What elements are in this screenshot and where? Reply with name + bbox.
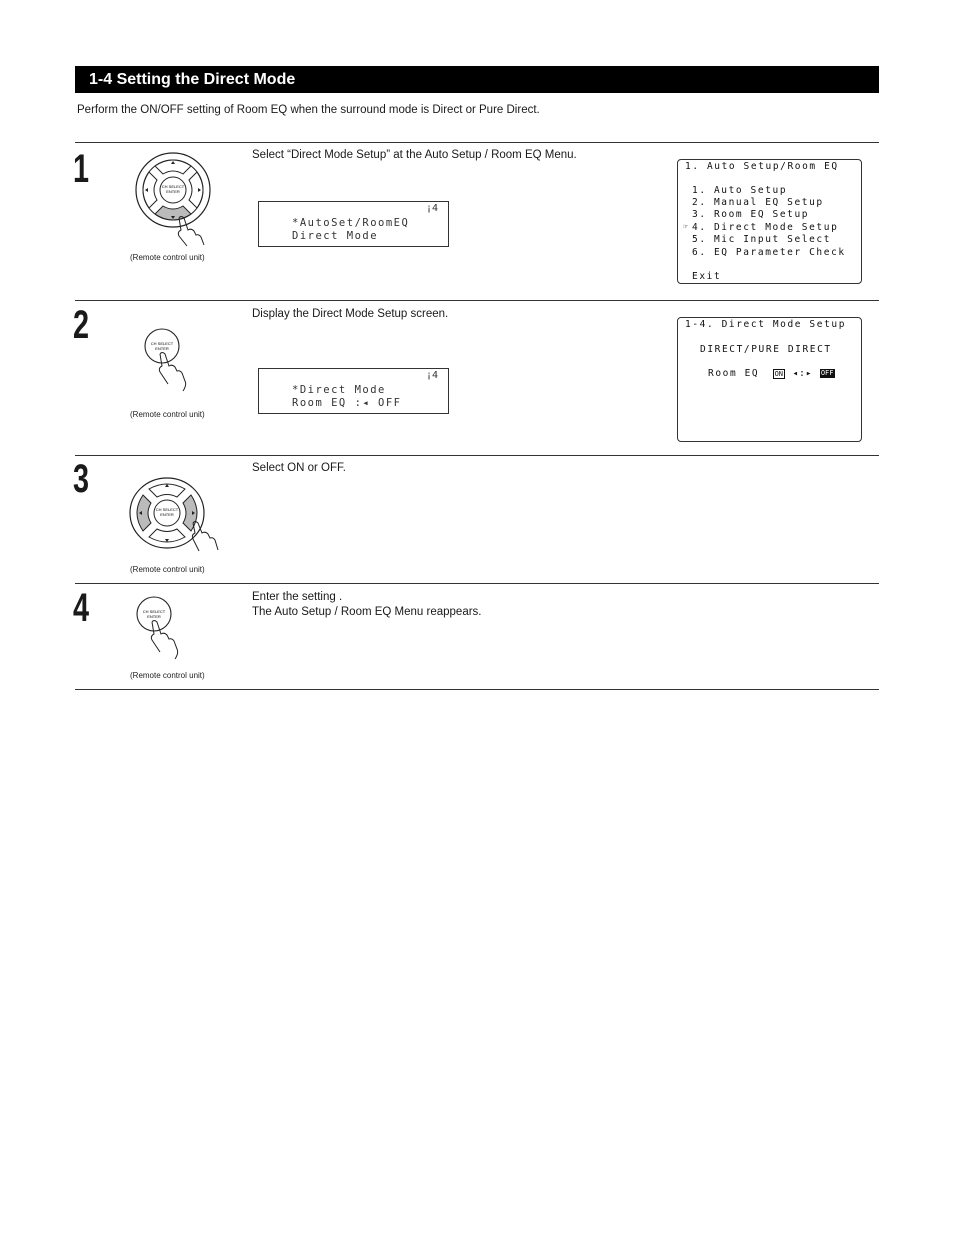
display-channel: ¡4: [425, 203, 438, 214]
display-line: Direct Mode: [292, 230, 379, 242]
step-instruction: Select “Direct Mode Setup” at the Auto Setup / Room EQ Menu.: [252, 149, 577, 161]
menu-item: 5. Mic Input Select: [692, 234, 832, 245]
display-channel: ¡4: [425, 370, 438, 381]
display-line: Room EQ :◂ OFF: [292, 397, 402, 409]
divider: [75, 455, 879, 456]
remote-button-label: ENTER: [166, 189, 180, 194]
menu-item: 2. Manual EQ Setup: [692, 197, 824, 208]
front-display: [258, 368, 449, 414]
step-number: 2: [73, 303, 90, 347]
menu-item: 3. Room EQ Setup: [692, 209, 810, 220]
menu-exit: Exit: [692, 271, 722, 282]
onscreen-menu: [677, 159, 862, 284]
step-number: 4: [73, 586, 90, 630]
divider: [75, 300, 879, 301]
menu-item: 1. Auto Setup: [692, 185, 788, 196]
step-instruction: Select ON or OFF.: [252, 462, 346, 474]
remote-enter-button-icon: [136, 596, 196, 660]
remote-dpad-right-icon: [129, 477, 229, 553]
remote-button-label: ENTER: [160, 512, 174, 517]
section-title: 1-4 Setting the Direct Mode: [75, 66, 879, 93]
menu-title: 1. Auto Setup/Room EQ: [685, 161, 839, 172]
step-number: 3: [73, 457, 90, 501]
remote-button-label: CH SELECT: [161, 184, 185, 189]
menu-title: 1-4. Direct Mode Setup: [685, 319, 847, 330]
remote-enter-button-icon: [144, 328, 204, 392]
divider: [75, 689, 879, 690]
menu-cursor-icon: ☞: [683, 222, 688, 231]
remote-caption: (Remote control unit): [130, 410, 205, 419]
step-instruction: [252, 590, 482, 620]
remote-caption: (Remote control unit): [130, 253, 205, 262]
divider: [75, 583, 879, 584]
off-option: OFF: [820, 369, 834, 377]
remote-button-label: CH SELECT: [155, 507, 179, 512]
step-instruction: Display the Direct Mode Setup screen.: [252, 308, 449, 320]
intro-text: Perform the ON/OFF setting of Room EQ when the surround mode is Direct or Pure Direct.: [77, 104, 540, 116]
divider: [75, 142, 879, 143]
menu-item: 6. EQ Parameter Check: [692, 247, 846, 258]
remote-button-label: ENTER: [155, 346, 169, 351]
room-eq-row: [708, 368, 835, 379]
remote-caption: (Remote control unit): [130, 671, 205, 680]
onscreen-menu: [677, 317, 862, 442]
remote-caption: (Remote control unit): [130, 565, 205, 574]
remote-button-label: CH SELECT: [142, 609, 166, 614]
remote-dpad-down-icon: [135, 152, 215, 248]
menu-item: 4. Direct Mode Setup: [692, 222, 839, 233]
front-display: [258, 201, 449, 247]
display-line: *AutoSet/RoomEQ: [292, 217, 410, 229]
room-eq-label: Room EQ: [708, 368, 760, 379]
step-number: 1: [73, 147, 90, 191]
step-instruction-line: Enter the setting .: [252, 591, 343, 603]
on-option: ON: [774, 369, 784, 378]
menu-subtitle: DIRECT/PURE DIRECT: [700, 344, 832, 355]
remote-button-label: ENTER: [147, 614, 161, 619]
option-separator: ◂:▸: [792, 368, 813, 379]
display-line: *Direct Mode: [292, 384, 386, 396]
step-instruction-line: The Auto Setup / Room EQ Menu reappears.: [252, 606, 482, 618]
remote-button-label: CH SELECT: [150, 341, 174, 346]
